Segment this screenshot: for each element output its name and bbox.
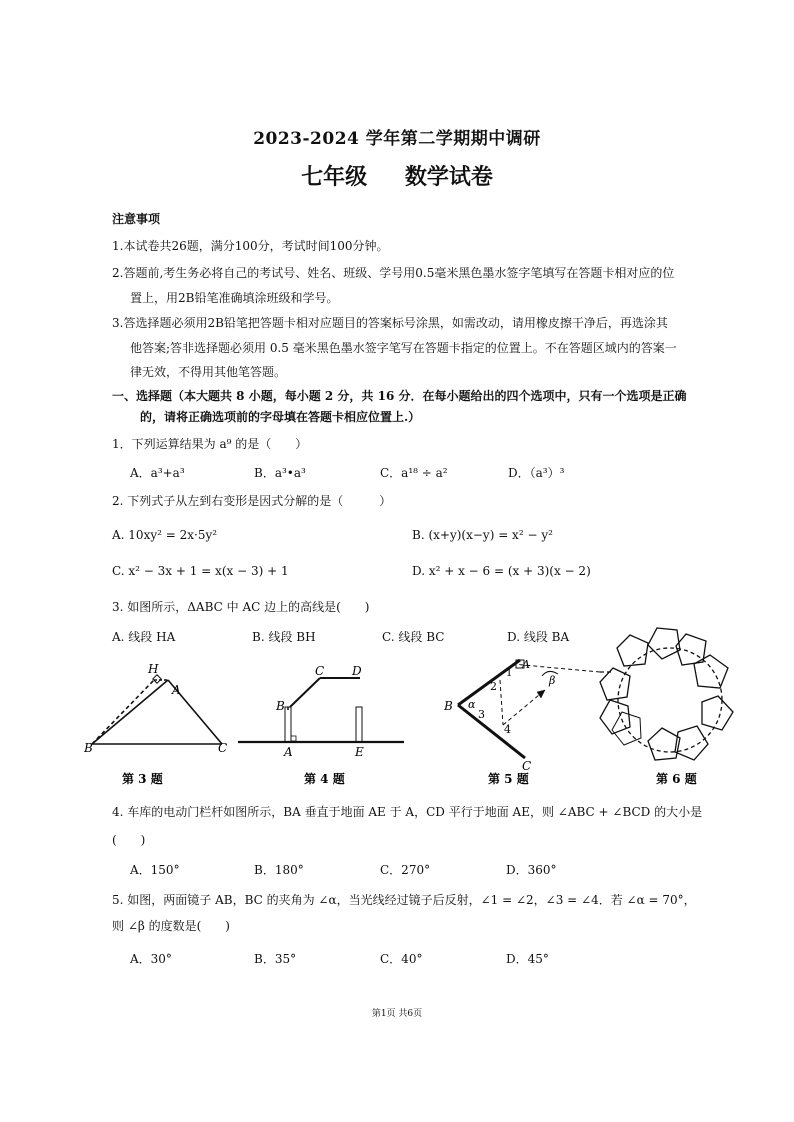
fig5-label-4: 4 [504,723,511,736]
fig3-label-c: C [218,741,228,755]
fig4-label-c: C [315,664,325,678]
q5-option-b: B．35° [254,952,297,966]
fig6-pentagon [694,655,728,688]
figure-3 [92,675,222,744]
fig3-caption: 第 3 题 [122,772,163,786]
fig4-label-a: A [284,745,293,759]
fig5-label-c: C [522,759,532,773]
fig4-label-e: E [355,745,364,759]
figure-6 [600,628,733,760]
fig4-label-d: D [352,664,362,678]
fig6-caption: 第 6 题 [656,772,697,786]
fig4-post-a [285,707,291,742]
q3-stem: 3. 如图所示，ΔABC 中 AC 边上的高线是( ) [112,600,370,614]
figure-4 [238,678,404,742]
notice-item-2-cont: 置上，用2B铅笔准确填涂班级和学号。 [130,291,339,305]
fig5-label-b: B [444,699,453,713]
q1-option-b: B．a³•a³ [254,466,306,480]
q2-stem: 2. 下列式子从左到右变形是因式分解的是（ ） [112,494,392,508]
q4-blank: ( ) [112,833,146,847]
section-heading: 一、选择题（本大题共 8 小题，每小题 2 分，共 16 分．在每小题给出的四个选项中，只有一个选项是正确 [112,389,687,403]
notice-item-3-cont: 他答案;答非选择题必须用 0.5 毫米黑色墨水签字笔写在答题卡指定的位置上。不在答题区域内的答案一 [130,341,677,355]
fig4-bc [290,678,320,707]
fig6-pentagon [648,728,680,760]
q2-option-b: B. (x+y)(x−y) = x² − y² [412,528,553,542]
q4-option-a: A．150° [130,863,180,877]
q4-option-b: B．180° [254,863,304,877]
section-heading-cont: 的，请将正确选项前的字母填在答题卡相应位置上.） [140,410,421,424]
q1-option-d: D．（a³）³ [508,466,565,480]
page-footer: 第1页 共6页 [371,1009,423,1019]
q1-option-c: C．a¹⁸ ÷ a² [380,466,448,480]
fig6-pentagon [702,696,733,730]
q3-option-a: A. 线段 HA [112,630,176,644]
fig3-altitude-bh [92,680,154,744]
fig4-caption: 第 4 题 [304,772,345,786]
fig5-mirror-bc [458,705,525,758]
q4-stem: 4. 车库的电动门栏杆如图所示，BA 垂直于地面 AE 于 A，CD 平行于地面 AE，则 ∠ABC + ∠BCD 的大小是 [112,805,703,819]
fig3-side-ba [92,680,168,744]
fig5-label-beta: β [549,674,556,687]
fig5-ray-mid [500,680,503,725]
exam-title: 2023-2024 学年第二学期期中调研 [253,129,541,149]
fig5-caption: 第 5 题 [488,772,529,786]
notice-item-1: 1.本试卷共26题，满分100分，考试时间100分钟。 [112,239,389,253]
fig4-post-e [356,707,362,742]
q3-option-d: D. 线段 BA [507,630,570,644]
q2-option-a: A. 10xy² = 2x·5y² [112,528,218,542]
fig4-label-b: B [276,699,285,713]
fig3-label-a: A [172,683,181,697]
fig5-label-alpha: α [468,698,476,711]
notice-item-3-cont2: 律无效，不得用其他笔答题。 [130,365,287,379]
fig3-label-b: B [84,741,93,755]
q4-option-d: D．360° [506,863,557,877]
fig5-arrow [537,690,545,698]
fig6-pentagon [675,726,708,760]
fig5-label-1: 1 [506,668,513,679]
notice-item-2: 2.答题前,考生务必将自己的考试号、姓名、班级、学号用0.5毫米黑色墨水签字笔填写在答题卡相对应的位 [112,266,675,280]
q1-stem: 1．下列运算结果为 a⁹ 的是（ ） [112,437,308,451]
q3-option-b: B. 线段 BH [252,630,316,644]
q5-option-a: A．30° [130,952,172,966]
fig3-label-h: H [148,662,159,676]
q5-stem: 5. 如图，两面镜子 AB，BC 的夹角为 ∠α，当光线经过镜子后反射，∠1 = ∠2，∠3 = ∠4．若 ∠α = 70°， [112,893,696,907]
fig5-ray-out [503,690,545,725]
notice-heading: 注意事项 [112,212,161,226]
fig6-pentagon [600,700,630,734]
fig4-right-angle [291,736,296,741]
q4-option-c: C．270° [380,863,431,877]
fig6-pentagon [648,628,680,659]
fig3-right-angle [153,675,161,683]
fig6-pentagon [617,635,648,666]
q5-option-c: C．40° [380,952,423,966]
notice-item-3: 3.答选择题必须用2B铅笔把答题卡相对应题目的答案标号涂黑，如需改动，请用橡皮擦干净后，再选涂其 [112,316,668,330]
fig5-label-a: A [522,658,530,671]
q3-option-c: C. 线段 BC [382,630,445,644]
q5-option-d: D．45° [506,952,549,966]
q1-option-a: A．a³+a³ [130,466,185,480]
fig5-label-3: 3 [478,708,485,721]
q2-option-d: D. x² + x − 6 = (x + 3)(x − 2) [412,564,591,578]
q2-option-c: C. x² − 3x + 1 = x(x − 3) + 1 [112,564,289,578]
fig5-label-2: 2 [490,680,497,693]
q5-stem-cont: 则 ∠β 的度数是( ) [112,919,230,933]
exam-subtitle: 七年级 数学试卷 [301,164,493,190]
